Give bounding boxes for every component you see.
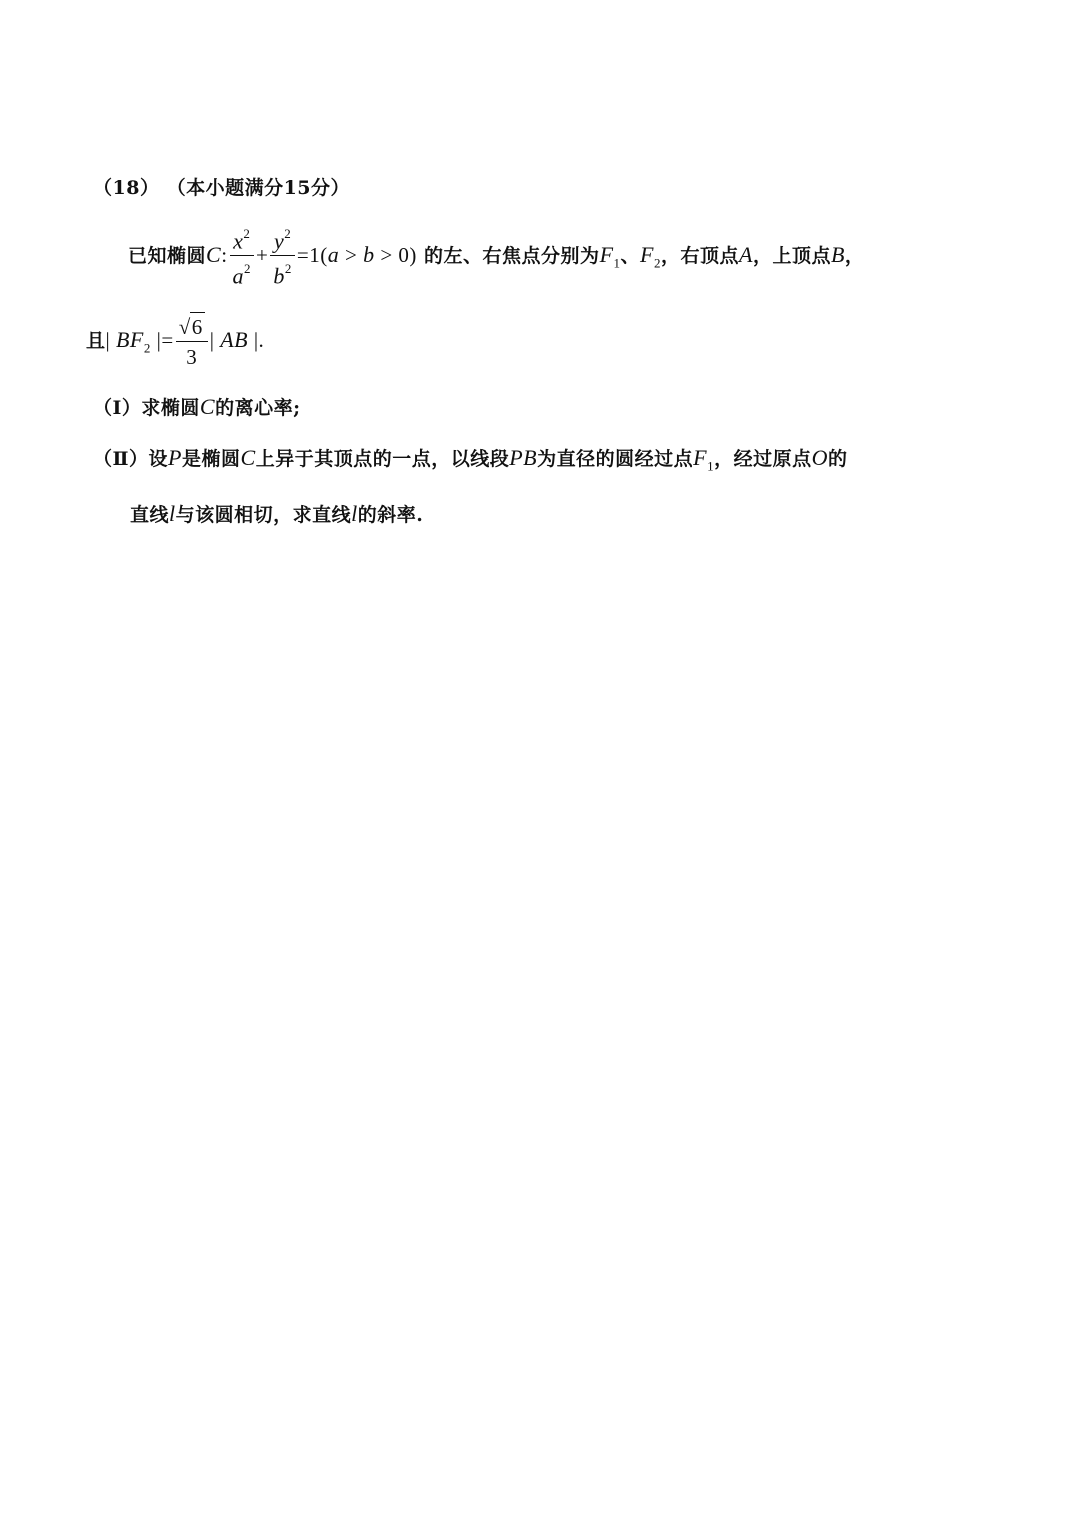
segment-bf2: $BF_2$ [115, 327, 151, 356]
part-two: （Ⅱ）设P是椭圆C上异于其顶点的一点，以线段PB为直径的圆经过点$F_1$，经过原点O的 [93, 445, 848, 474]
score-note: （本小题满分15分） [166, 177, 351, 199]
problem-header [93, 173, 350, 200]
part-one-label: （Ⅰ） [93, 397, 142, 419]
fraction-sqrt6-over-3: $\frac{√6}{3}$ [176, 312, 208, 372]
condition-lead: 且 [86, 330, 106, 352]
equals-one: =1( [296, 242, 328, 267]
fraction-y2-b2: $\frac{y^2}{b^2}$ [270, 222, 295, 292]
focus-f1-ref: $F_1$ [693, 445, 715, 474]
vertex-b: B [830, 241, 845, 267]
sqrt-symbol: √6 [179, 312, 205, 341]
curve-name: C [206, 241, 222, 267]
plus-sign: + [256, 242, 269, 267]
stem-text-foci: 的左、右焦点分别为 [424, 244, 600, 267]
segment-ab: AB [220, 327, 249, 352]
stem-lead: 已知椭圆 [128, 244, 207, 267]
focus-f2: $F_2$ [640, 241, 661, 271]
problem-condition: 且| $BF_2$ |= $\frac{√6}{3}$ | AB |. [86, 312, 264, 372]
part-two-label: （Ⅱ） [93, 448, 149, 470]
problem-stem: 已知椭圆C: $\frac{x^2}{a^2}$ + $\frac{y^2}{b^2}$ =1(a > b > 0) 的左、右焦点分别为$F_1$、$F_2$，右顶点A，上顶点B， [128, 222, 864, 292]
fraction-x2-a2: $\frac{x^2}{a^2}$ [230, 222, 255, 292]
focus-f1: $F_1$ [599, 241, 621, 271]
problem-number: （18） [93, 177, 160, 199]
part-one: （Ⅰ）求椭圆C的离心率; [93, 394, 301, 419]
vertex-a: A [739, 241, 753, 267]
part-two-continued: 直线l与该圆相切，求直线l的斜率. [130, 501, 424, 526]
colon: : [221, 242, 228, 267]
